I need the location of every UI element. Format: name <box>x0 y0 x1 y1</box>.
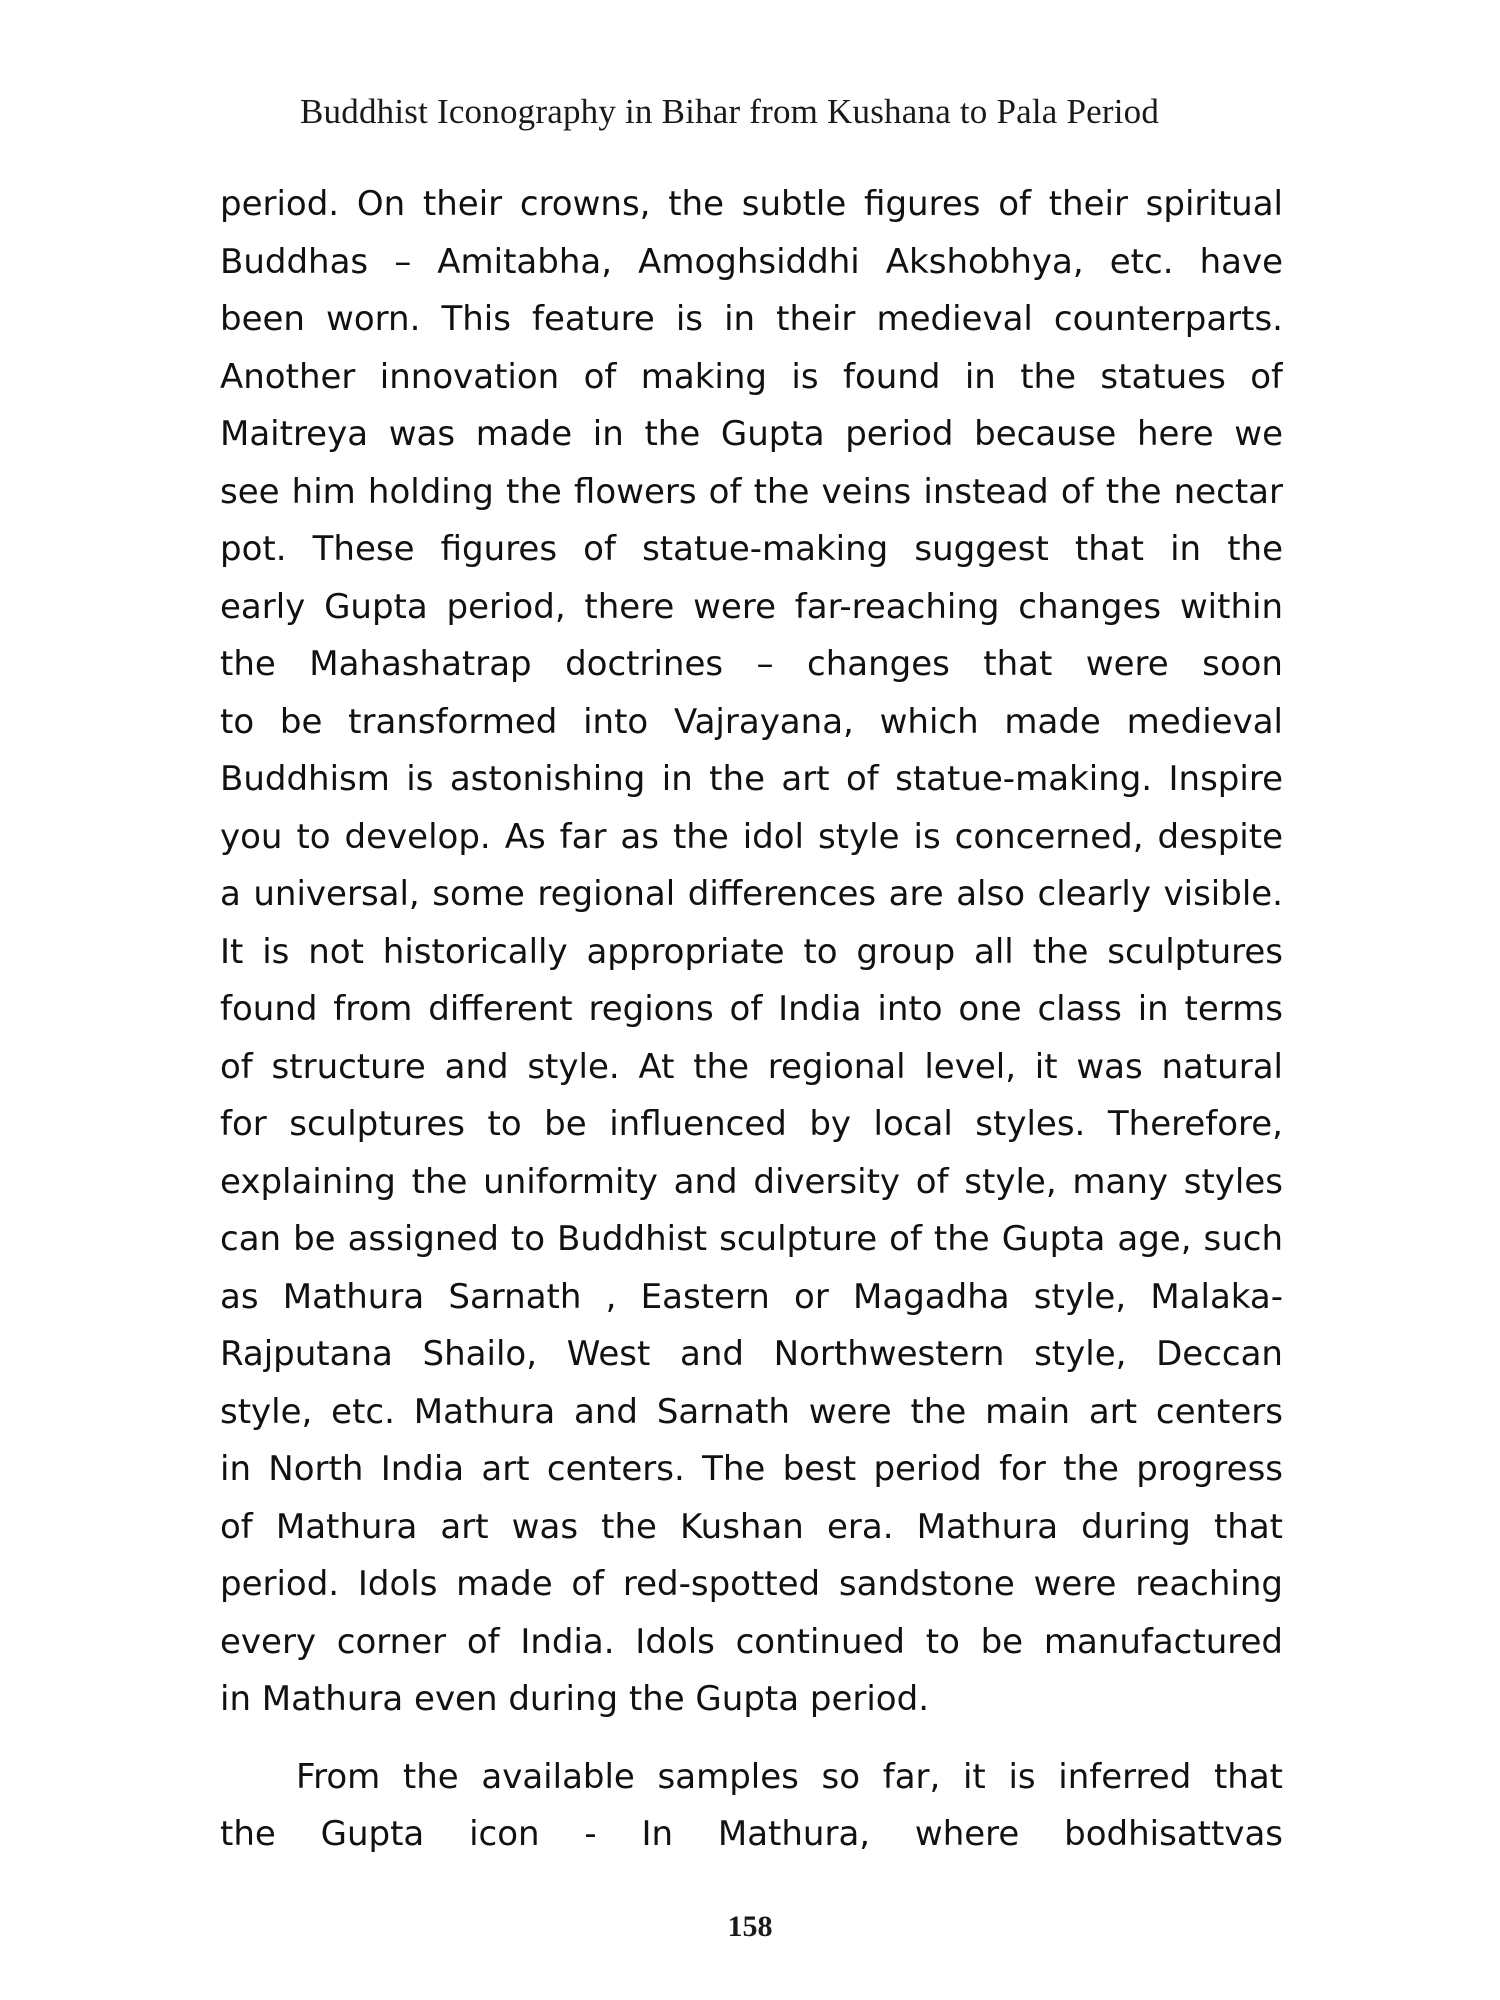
text-line: style, etc. Mathura and Sarnath were the main art centers <box>220 1391 1283 1432</box>
text-line: the Mahashatrap doctrines – changes that were soon <box>220 644 1283 684</box>
text-line: period. Idols made of red-spotted sandstone were reaching <box>220 1564 1283 1604</box>
text-line: Rajputana Shailo, West and Northwestern style, Deccan <box>220 1334 1283 1374</box>
paragraph-gap <box>220 1729 1283 1749</box>
text-line: From the available samples so far, it is inferred that <box>296 1756 1283 1797</box>
text-line: pot. These figures of statue-making suggest that in the <box>220 529 1283 569</box>
text-line: explaining the uniformity and diversity of style, many styles <box>220 1161 1283 1202</box>
text-line: early Gupta period, there were far-reaching changes within <box>220 586 1283 627</box>
page-number: 158 <box>727 1910 773 1943</box>
body-text <box>220 176 1283 1864</box>
paragraph-2 <box>220 1749 1283 1864</box>
text-line: you to develop. As far as the idol style is concerned, despite <box>220 816 1283 857</box>
running-head: Buddhist Iconography in Bihar from Kushana to Pala Period <box>300 92 1160 131</box>
text-line: as Mathura Sarnath , Eastern or Magadha style, Malaka- <box>220 1276 1283 1317</box>
text-line: see him holding the flowers of the veins instead of the nectar <box>220 471 1283 512</box>
text-line: to be transformed into Vajrayana, which made medieval <box>220 701 1283 742</box>
text-line: been worn. This feature is in their medieval counterparts. <box>220 299 1283 339</box>
paragraph-1 <box>220 176 1283 1729</box>
text-line: of Mathura art was the Kushan era. Mathura during that <box>220 1506 1283 1547</box>
text-line: period. On their crowns, the subtle figures of their spiritual <box>220 184 1283 224</box>
text-line: of structure and style. At the regional level, it was natural <box>220 1046 1283 1087</box>
text-line: in North India art centers. The best period for the progress <box>220 1449 1283 1489</box>
text-line: It is not historically appropriate to group all the sculptures <box>220 931 1283 972</box>
text-line: Another innovation of making is found in the statues of <box>220 356 1283 397</box>
text-line: the Gupta icon - In Mathura, where bodhisattvas <box>220 1814 1283 1854</box>
text-line: Buddhas – Amitabha, Amoghsiddhi Akshobhya, etc. have <box>220 241 1283 282</box>
text-line: found from different regions of India into one class in terms <box>220 989 1283 1029</box>
text-line: Maitreya was made in the Gupta period because here we <box>220 414 1283 454</box>
text-line: for sculptures to be influenced by local styles. Therefore, <box>220 1104 1283 1144</box>
text-line: in Mathura even during the Gupta period. <box>220 1679 930 1719</box>
text-line: Buddhism is astonishing in the art of statue-making. Inspire <box>220 759 1283 799</box>
text-line: every corner of India. Idols continued to be manufactured <box>220 1621 1283 1662</box>
text-line: can be assigned to Buddhist sculpture of the Gupta age, such <box>220 1219 1283 1259</box>
text-line: a universal, some regional differences are also clearly visible. <box>220 874 1283 914</box>
